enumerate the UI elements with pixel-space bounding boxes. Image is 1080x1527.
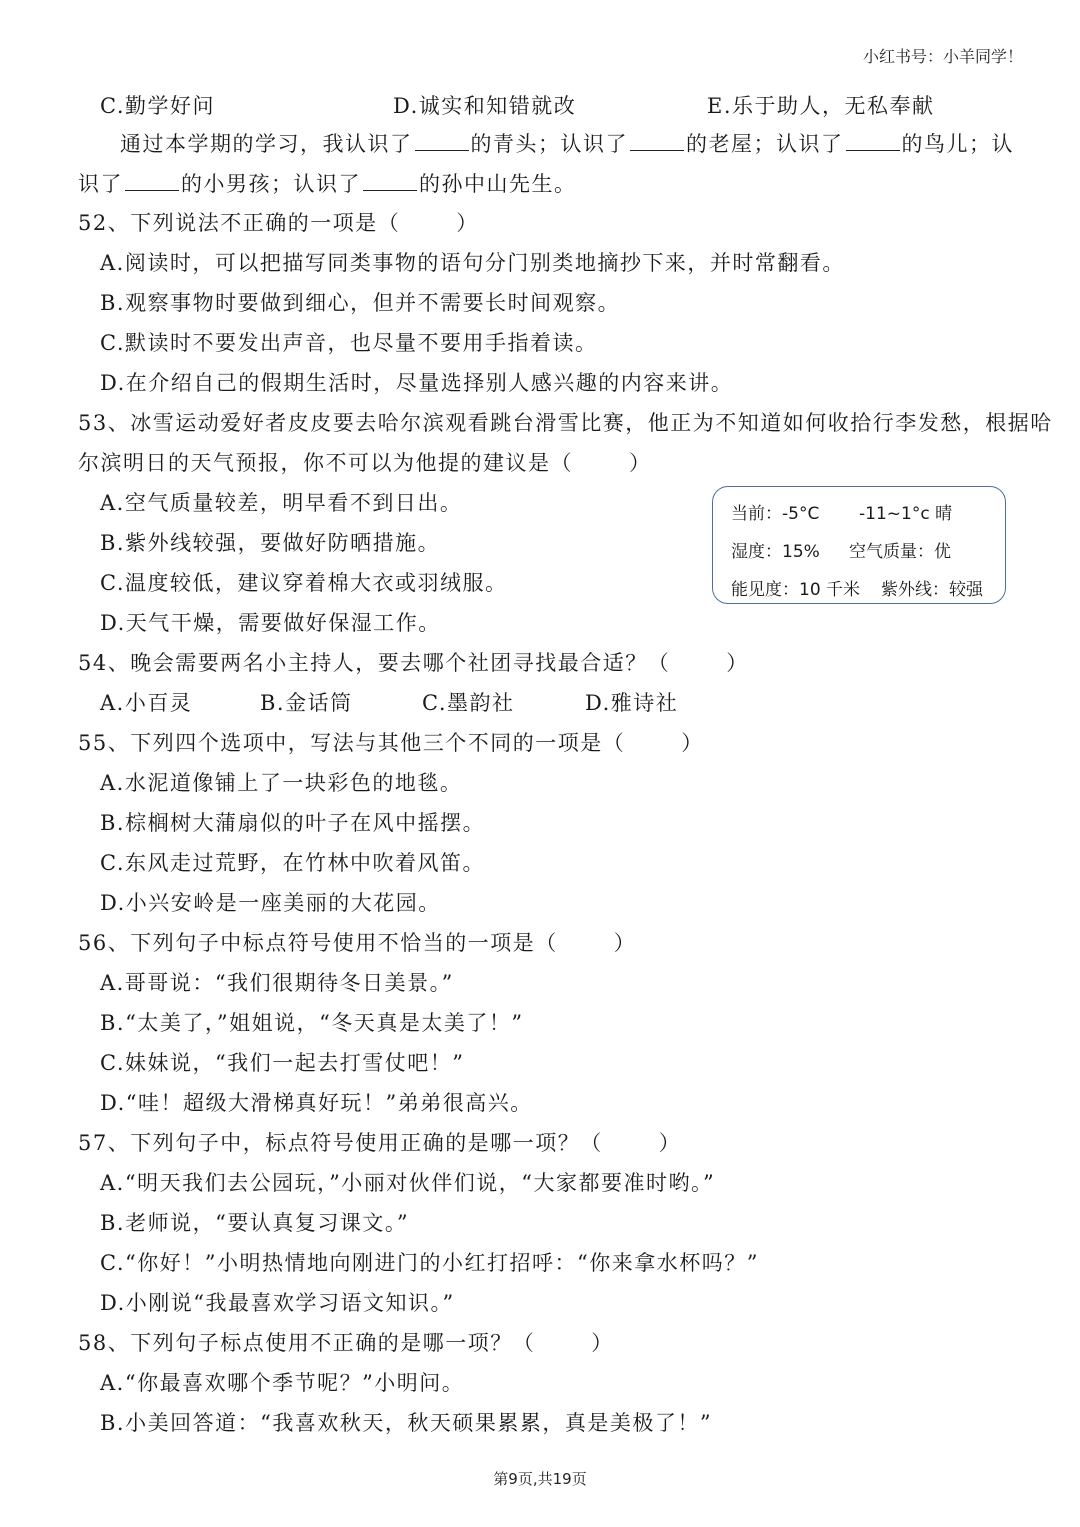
q53-stem-line1: 53、冰雪运动爱好者皮皮要去哈尔滨观看跳台滑雪比赛，他正为不知道如何收拾行李发愁，根据哈	[78, 411, 1053, 435]
q57-stem	[78, 1130, 681, 1156]
question-text: 55、下列四个选项中，写法与其他三个不同的一项是（	[78, 731, 626, 755]
q55-option-d: D.小兴安岭是一座美丽的大花园。	[100, 891, 441, 915]
q56-option-b: B.“太美了，”姐姐说，“冬天真是太美了！”	[100, 1011, 524, 1035]
q51-option-e: E.乐于助人，无私奉献	[707, 94, 935, 118]
paren-close: ）	[658, 1131, 682, 1155]
q56-option-a: A.哥哥说：“我们很期待冬日美景。”	[100, 971, 454, 995]
q54-option-d: D.雅诗社	[585, 691, 679, 715]
q53-option-d: D.天气干燥，需要做好保湿工作。	[100, 611, 441, 635]
question-text: 58、下列句子标点使用不正确的是哪一项？（	[78, 1331, 536, 1355]
watermark-text: 小红书号：小羊同学！	[862, 47, 1023, 66]
q57-option-c: C.“你好！”小明热情地向刚进门的小红打招呼：“你来拿水杯吗？”	[100, 1251, 759, 1275]
q56-option-d: D.“哇！超级大滑梯真好玩！”弟弟很高兴。	[100, 1091, 533, 1115]
q55-option-a: A.水泥道像铺上了一块彩色的地毯。	[100, 771, 463, 795]
q52-option-b: B.观察事物时要做到细心，但并不需要长时间观察。	[100, 291, 621, 315]
q51-fill-line1	[120, 130, 1014, 157]
q52-option-d: D.在介绍自己的假期生活时，尽量选择别人感兴趣的内容来讲。	[100, 371, 734, 395]
fill-text: 的孙中山先生。	[419, 172, 577, 196]
weather-uv: 紫外线：较强	[881, 580, 983, 600]
weather-current: 当前：-5°C	[731, 504, 820, 524]
q58-option-b: B.小美回答道：“我喜欢秋天，秋天硕果累累，真是美极了！”	[100, 1411, 713, 1435]
fill-text: 识了	[78, 172, 123, 196]
q51-option-c: C.勤学好问	[100, 94, 215, 118]
q56-stem	[78, 930, 636, 956]
paren-close: ）	[591, 1331, 614, 1355]
q51-fill-line2	[78, 170, 577, 197]
weather-range: -11~1°c 晴	[859, 504, 953, 524]
question-text: 54、晚会需要两名小主持人，要去哪个社团寻找最合适？（	[78, 651, 671, 675]
fill-text: 的小男孩；认识了	[181, 172, 361, 196]
paren-close: ）	[613, 931, 637, 955]
question-text: 57、下列句子中，标点符号使用正确的是哪一项？（	[78, 1131, 603, 1155]
q57-option-d: D.小刚说“我最喜欢学习语文知识。”	[100, 1291, 455, 1315]
q54-option-c: C.墨韵社	[422, 691, 515, 715]
q58-stem	[78, 1330, 614, 1356]
fill-text: 的老屋；认识了	[686, 132, 844, 156]
fill-text: 通过本学期的学习，我认识了	[120, 132, 413, 156]
q57-option-a: A.“明天我们去公园玩，”小丽对伙伴们说，“大家都要准时哟。”	[100, 1171, 716, 1195]
q52-option-c: C.默读时不要发出声音，也尽量不要用手指着读。	[100, 331, 598, 355]
page-footer: 第9页,共19页	[493, 1470, 587, 1488]
fill-text: 的鸟儿；认	[901, 132, 1014, 156]
q53-option-a: A.空气质量较差，明早看不到日出。	[100, 491, 463, 515]
blank-line	[630, 130, 684, 151]
q52-option-a: A.阅读时，可以把描写同类事物的语句分门别类地摘抄下来，并时常翻看。	[100, 251, 845, 275]
paren-close: ）	[629, 451, 652, 475]
question-text: 52、下列说法不正确的一项是（	[78, 211, 401, 235]
q53-option-b: B.紫外线较强，要做好防晒措施。	[100, 531, 441, 555]
q52-stem	[78, 210, 479, 236]
q53-stem-line2	[78, 450, 652, 476]
fill-text: 的青头；认识了	[470, 132, 628, 156]
blank-line	[846, 130, 900, 151]
q55-option-c: C.东风走过荒野，在竹林中吹着风笛。	[100, 851, 485, 875]
blank-line	[415, 130, 469, 151]
weather-air-quality: 空气质量：优	[849, 542, 951, 562]
paren-close: ）	[726, 651, 749, 675]
weather-humidity: 湿度：15%	[731, 542, 820, 562]
q57-option-b: B.老师说，“要认真复习课文。”	[100, 1211, 410, 1235]
q58-option-a: A.“你最喜欢哪个季节呢？”小明问。	[100, 1371, 465, 1395]
q56-option-c: C.妹妹说，“我们一起去打雪仗吧！”	[100, 1051, 465, 1075]
q54-option-b: B.金话筒	[260, 691, 353, 715]
q53-option-c: C.温度较低，建议穿着棉大衣或羽绒服。	[100, 571, 508, 595]
q55-option-b: B.棕榈树大蒲扇似的叶子在风中摇摆。	[100, 811, 486, 835]
q54-option-a: A.小百灵	[100, 691, 193, 715]
question-text: 56、下列句子中标点符号使用不恰当的一项是（	[78, 931, 558, 955]
q54-stem	[78, 650, 749, 676]
paren-close: ）	[681, 731, 704, 755]
q55-stem	[78, 730, 704, 756]
weather-forecast-box	[712, 486, 1006, 604]
weather-visibility: 能见度：10 千米	[731, 580, 861, 600]
blank-line	[125, 170, 179, 191]
paren-close: ）	[456, 211, 479, 235]
blank-line	[363, 170, 417, 191]
question-text: 尔滨明日的天气预报，你不可以为他提的建议是（	[78, 451, 573, 475]
q51-option-d: D.诚实和知错就改	[393, 94, 577, 118]
